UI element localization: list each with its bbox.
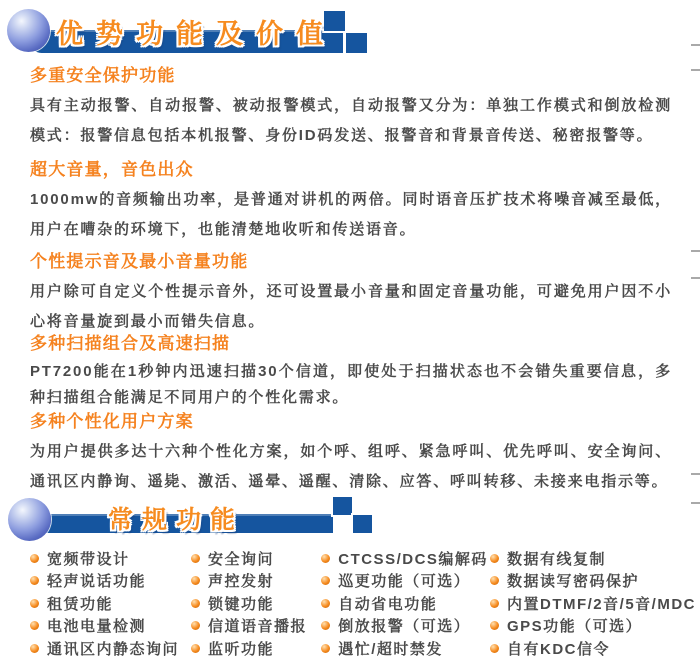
feature-label: 轻声说话功能 [47, 573, 147, 591]
section-body: 1000mw的音频输出功率，是普通对讲机的两倍。同时语音压扩技术将噪音减至最低，用户在嘈杂的环境下，也能清楚地收听和传送语音。 [30, 191, 672, 238]
bullet-ball-icon [30, 621, 39, 630]
feature-item [321, 547, 490, 570]
edge-tick [691, 250, 700, 252]
sphere-icon [7, 9, 50, 52]
feature-label: 信道语音播报 [208, 618, 308, 636]
bullet-ball-icon [321, 599, 330, 608]
bullet-ball-icon [30, 576, 39, 585]
sphere-icon [8, 498, 51, 541]
feature-item [490, 570, 696, 593]
bullet-ball-icon [191, 554, 200, 563]
checker-square-top [333, 497, 352, 515]
feature-label: 遇忙/超时禁发 [338, 640, 443, 658]
feature-item [490, 615, 696, 638]
feature-item [30, 592, 191, 615]
feature-label: GPS功能（可选） [506, 618, 643, 636]
bullet-ball-icon [490, 599, 499, 608]
feature-label: CTCSS/DCS编解码 [338, 550, 488, 568]
section-heading: 多种扫描组合及高速扫描 [30, 334, 231, 353]
feature-label: 自有KDC信令 [506, 640, 610, 658]
bullet-ball-icon [30, 554, 39, 563]
bullet-ball-icon [321, 644, 330, 653]
feature-label: 倒放报警（可选） [338, 618, 471, 636]
feature-column [30, 547, 191, 660]
feature-item [490, 592, 696, 615]
feature-column [321, 547, 490, 660]
feature-label: 声控发射 [208, 573, 275, 591]
banner-title: 优势功能及价值 [56, 19, 336, 49]
bullet-ball-icon [191, 576, 200, 585]
feature-label: 锁键功能 [208, 595, 275, 613]
banner-advantages [0, 0, 700, 58]
section-body: PT7200能在1秒钟内迅速扫描30个信道，即使处于扫描状态也不会错失重要信息，多种扫描组合能满足不同用户的个性化需求。 [30, 363, 672, 406]
edge-tick [691, 473, 700, 475]
feature-column [490, 547, 696, 660]
feature-label: 内置DTMF/2音/5音/MDC [506, 595, 696, 613]
feature-label: 监听功能 [208, 640, 275, 658]
checker-square-bottom [353, 515, 372, 533]
feature-item [321, 592, 490, 615]
feature-item [321, 637, 490, 660]
banner-title: 常规功能 [108, 506, 245, 534]
feature-column [191, 547, 321, 660]
banner-general [0, 497, 700, 547]
section-scan [30, 334, 672, 411]
bullet-ball-icon [490, 644, 499, 653]
section-tone [30, 252, 672, 337]
feature-label: 电池电量检测 [47, 618, 147, 636]
bullet-ball-icon [191, 599, 200, 608]
feature-label: 巡更功能（可选） [338, 573, 471, 591]
section-heading: 超大音量，音色出众 [30, 160, 194, 179]
feature-item [30, 547, 191, 570]
edge-tick [691, 277, 700, 279]
bullet-ball-icon [321, 621, 330, 630]
section-volume [30, 160, 672, 245]
feature-item [30, 570, 191, 593]
feature-item [191, 615, 321, 638]
bullet-ball-icon [490, 554, 499, 563]
feature-label: 安全询问 [208, 550, 275, 568]
section-heading: 个性提示音及最小音量功能 [30, 252, 249, 271]
bullet-ball-icon [191, 621, 200, 630]
edge-tick [691, 502, 700, 504]
bullet-ball-icon [191, 644, 200, 653]
section-personalization [30, 412, 672, 497]
section-heading: 多重安全保护功能 [30, 66, 176, 85]
bullet-ball-icon [30, 644, 39, 653]
bullet-ball-icon [30, 599, 39, 608]
feature-item [191, 592, 321, 615]
feature-item [321, 615, 490, 638]
feature-item [191, 547, 321, 570]
section-body: 用户除可自定义个性提示音外，还可设置最小音量和固定音量功能，可避免用户因不小心将音量旋到最小而错失信息。 [30, 283, 672, 330]
feature-label: 租赁功能 [47, 595, 114, 613]
bullet-ball-icon [321, 554, 330, 563]
feature-label: 数据读写密码保护 [506, 573, 639, 591]
feature-label: 数据有线复制 [506, 550, 606, 568]
section-body: 为用户提供多达十六种个性化方案，如个呼、组呼、紧急呼叫、优先呼叫、安全询问、通讯区内静询、遥毙、激活、遥晕、遥醒、清除、应答、呼叫转移、未接来电指示等。 [30, 443, 672, 490]
checker-square-bottom [346, 33, 367, 53]
feature-label: 自动省电功能 [338, 595, 438, 613]
bullet-ball-icon [490, 621, 499, 630]
feature-label: 宽频带设计 [47, 550, 130, 568]
features-list [30, 547, 696, 660]
feature-label: 通讯区内静态询问 [47, 640, 180, 658]
bullet-ball-icon [321, 576, 330, 585]
edge-tick [691, 44, 700, 46]
feature-item [490, 547, 696, 570]
section-heading: 多种个性化用户方案 [30, 412, 194, 431]
feature-item [191, 570, 321, 593]
section-body: 具有主动报警、自动报警、被动报警模式，自动报警又分为：单独工作模式和倒放检测模式：报警信息包括本机报警、身份ID码发送、报警音和背景音传送、秘密报警等。 [30, 97, 672, 144]
bullet-ball-icon [490, 576, 499, 585]
edge-tick [691, 69, 700, 71]
feature-item [321, 570, 490, 593]
section-security [30, 66, 672, 151]
feature-item [191, 637, 321, 660]
feature-item [490, 637, 696, 660]
feature-item [30, 615, 191, 638]
feature-item [30, 637, 191, 660]
